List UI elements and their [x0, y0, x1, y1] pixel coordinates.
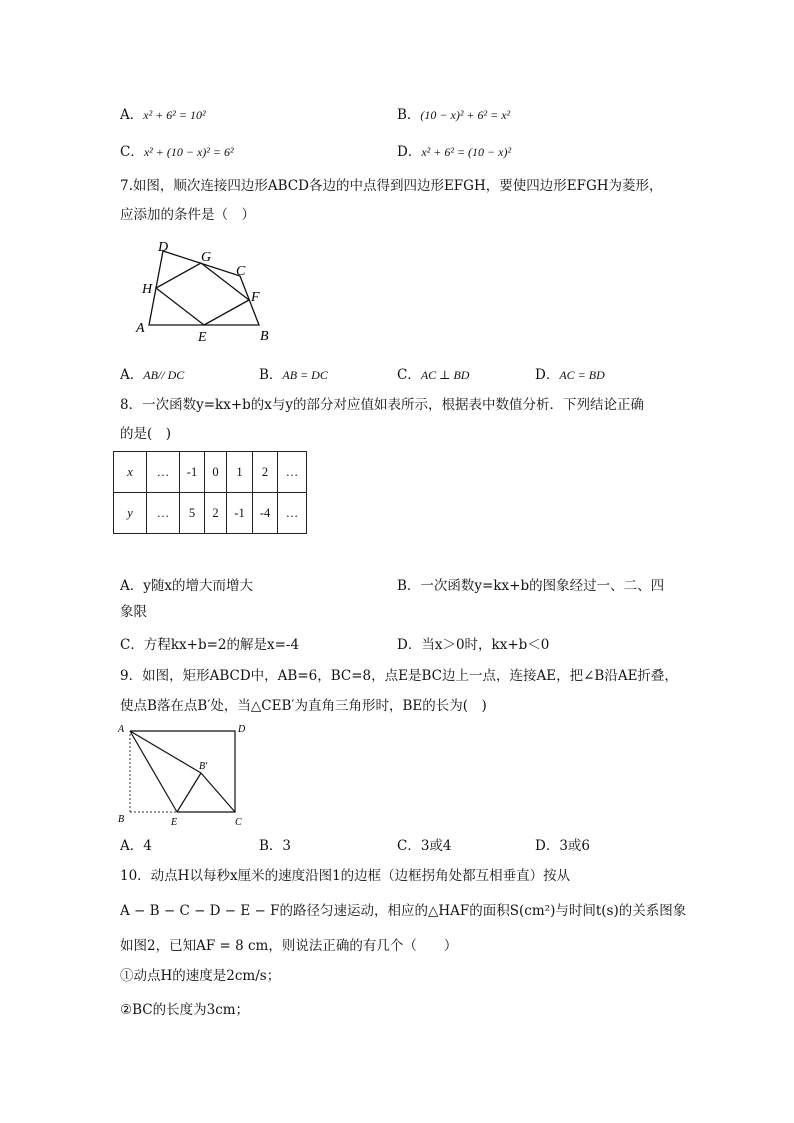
option-letter: A．: [120, 838, 144, 854]
option-letter: D．: [535, 367, 560, 383]
option-text: 当x＞0时，kx+b＜0: [421, 637, 550, 653]
segment-ab-prime: [130, 731, 201, 773]
q10-stem-line2: A − B − C − D − E − F的路径匀速运动，相应的△HAF的面积S(cm²)与时间t(s)的关系图象: [120, 903, 687, 919]
q7-quadrilateral-figure: [128, 236, 278, 346]
option-letter: C．: [397, 367, 421, 383]
q8-stem-line2: 的是( ): [120, 426, 172, 442]
table-cell: 2: [253, 452, 278, 493]
q7-stem-line1: 7.如图，顺次连接四边形ABCD各边的中点得到四边形EFGH，要使四边形EFGH为菱形，: [120, 178, 663, 194]
q8-stem-line1: 8．一次函数y=kx+b的x与y的部分对应值如表所示，根据表中数值分析．下列结论正确: [120, 397, 645, 413]
q7-option-c[interactable]: [397, 363, 469, 383]
table-cell: 1: [227, 452, 253, 493]
label-c: C: [236, 264, 246, 279]
label-b: B: [260, 329, 269, 344]
option-letter: B．: [397, 578, 421, 594]
q10-stem-line3: 如图2，已知AF = 8 cm，则说法正确的有几个（ ）: [120, 938, 458, 954]
q10-stem-line1: 10．动点H以每秒x厘米的速度沿图1的边框（边框拐角处都互相垂直）按从: [120, 868, 571, 884]
table-cell: -1: [180, 452, 205, 493]
label-e: E: [198, 330, 207, 345]
label-a: A: [118, 724, 125, 735]
q9-option-c[interactable]: [397, 834, 452, 854]
label-f: F: [251, 290, 260, 305]
table-row: [114, 452, 307, 493]
option-text: 3: [282, 838, 292, 854]
label-e: E: [171, 817, 178, 828]
option-text: 3或6: [559, 838, 591, 854]
q9-option-b[interactable]: [259, 834, 291, 854]
q8-option-d[interactable]: [397, 633, 549, 653]
label-b-prime: B′: [199, 761, 208, 772]
option-letter: D．: [535, 838, 560, 854]
option-letter: D．: [397, 144, 422, 160]
option-text: 方程kx+b=2的解是x=-4: [143, 637, 300, 653]
option-letter: B．: [259, 367, 283, 383]
q9-option-d[interactable]: [535, 834, 590, 854]
option-expression: AB = DC: [282, 368, 328, 382]
label-h: H: [142, 282, 153, 297]
option-expression: x² + 6² = (10 − x)²: [421, 145, 512, 159]
q7-option-b[interactable]: [259, 363, 328, 383]
option-expression: AB// DC: [143, 368, 185, 382]
q10-statement-1: ①动点H的速度是2cm/s；: [120, 968, 281, 984]
option-letter: A．: [120, 107, 144, 123]
table-row: [114, 493, 307, 534]
q6-option-b[interactable]: [397, 103, 510, 123]
table-cell: …: [147, 493, 180, 534]
q6-option-d[interactable]: [397, 140, 511, 160]
option-expression: x² + 6² = 10²: [143, 108, 206, 122]
segment-b-prime-e: [177, 773, 201, 812]
option-expression: (10 − x)² + 6² = x²: [420, 108, 511, 122]
table-cell: …: [278, 452, 307, 493]
option-letter: C．: [120, 144, 144, 160]
q6-option-a[interactable]: [120, 103, 206, 123]
table-cell: y: [114, 493, 147, 534]
option-expression: x² + (10 − x)² = 6²: [143, 145, 234, 159]
q9-stem-line2: 使点B落在点B′处，当△CEB′为直角三角形时，BE的长为( ): [120, 698, 487, 714]
q9-stem-line1: 9．如图，矩形ABCD中，AB=6，BC=8，点E是BC边上一点，连接AE，把∠B沿AE折叠，: [120, 668, 678, 684]
table-cell: x: [114, 452, 147, 493]
segment-ae: [130, 731, 177, 812]
option-text: 3或4: [420, 838, 452, 854]
option-letter: A．: [120, 367, 144, 383]
option-letter: B．: [259, 838, 283, 854]
q9-rectangle-figure: [115, 721, 255, 829]
table-cell: …: [278, 493, 307, 534]
q7-option-a[interactable]: [120, 363, 184, 383]
option-letter: D．: [397, 637, 422, 653]
q8-option-b-continued: 象限: [120, 604, 147, 620]
table-cell: …: [147, 452, 180, 493]
q10-statement-2: ②BC的长度为3cm；: [120, 1002, 250, 1018]
table-cell: 2: [205, 493, 227, 534]
option-letter: B．: [397, 107, 421, 123]
label-g: G: [201, 250, 212, 265]
table-cell: -4: [253, 493, 278, 534]
label-b: B: [118, 814, 125, 825]
q8-option-a[interactable]: [120, 574, 253, 594]
table-cell: -1: [227, 493, 253, 534]
option-text: 一次函数y=kx+b的图象经过一、二、四: [420, 578, 665, 594]
q6-option-c[interactable]: [120, 140, 234, 160]
option-text: 4: [143, 838, 152, 854]
segment-b-prime-c: [201, 773, 235, 812]
q7-stem-line2: 应添加的条件是（ ）: [120, 207, 255, 223]
label-a: A: [136, 321, 145, 336]
label-d: D: [158, 240, 169, 255]
option-letter: A．: [120, 578, 144, 594]
table-cell: 0: [205, 452, 227, 493]
q8-value-table: [113, 451, 307, 534]
rectangle-sides: [130, 731, 235, 812]
q8-option-c[interactable]: [120, 633, 299, 653]
option-expression: AC = BD: [559, 368, 605, 382]
label-d: D: [238, 724, 246, 735]
q7-option-d[interactable]: [535, 363, 605, 383]
option-expression: AC ⊥ BD: [420, 368, 470, 382]
option-letter: C．: [397, 838, 421, 854]
option-letter: C．: [120, 637, 144, 653]
label-c: C: [235, 817, 242, 828]
q9-option-a[interactable]: [120, 834, 152, 854]
table-cell: 5: [180, 493, 205, 534]
q8-option-b[interactable]: [397, 574, 664, 594]
option-text: y随x的增大而增大: [143, 578, 253, 594]
